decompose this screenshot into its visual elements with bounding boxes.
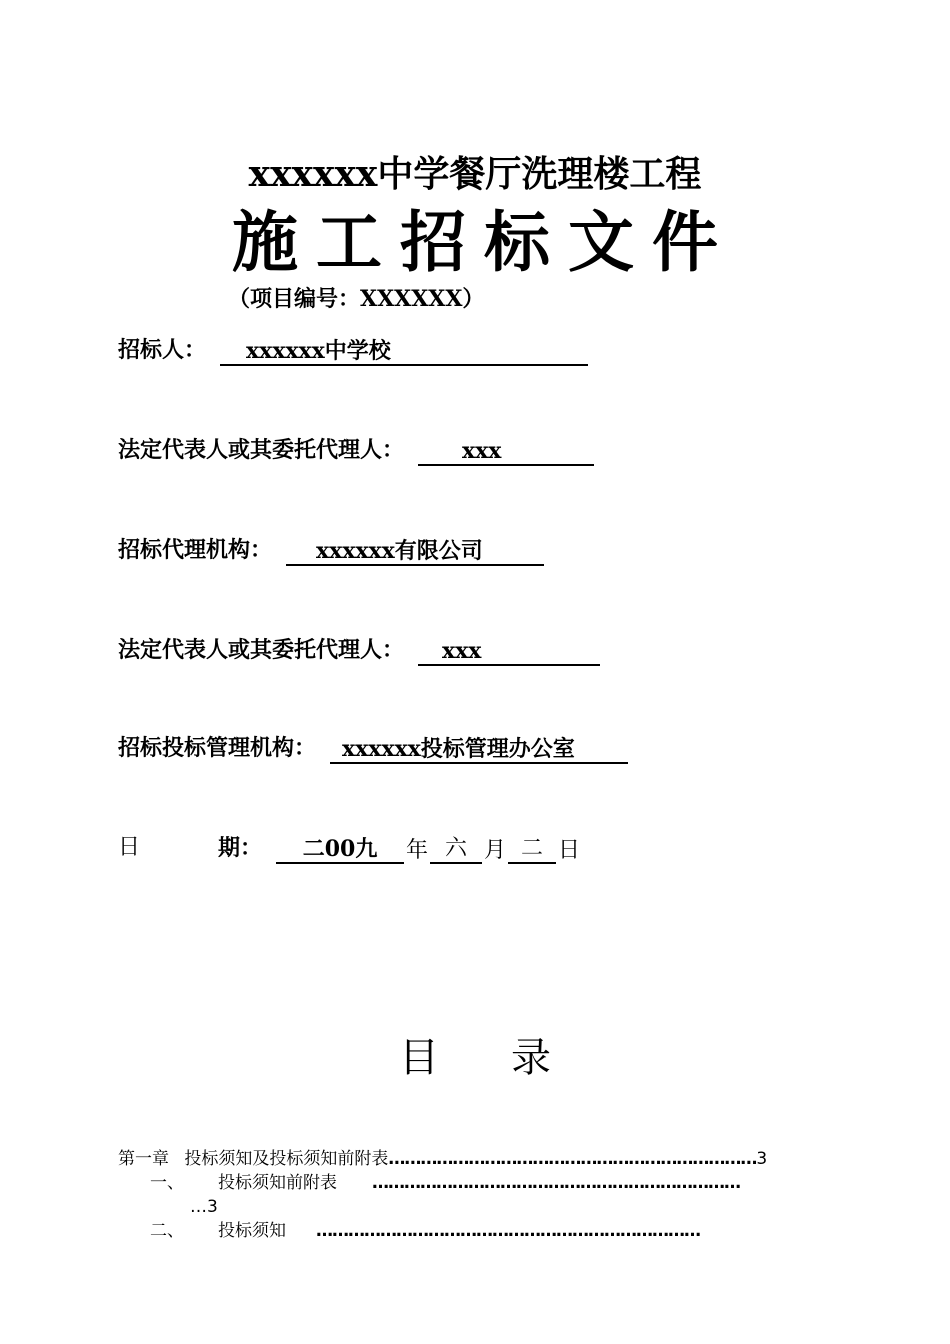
date-month-unit: 月 [484, 838, 507, 863]
toc-entry-text: 投标须知前附表 [218, 1173, 337, 1193]
toc-entry-dots: …………………………………………………………… [388, 1149, 757, 1169]
tenderer-value: xxxxxx中学校 [246, 338, 391, 364]
legal-rep-field-1 [118, 434, 594, 466]
tenderer-field [118, 334, 588, 366]
toc-entry-num: 一、 [150, 1173, 184, 1193]
toc-entry[interactable] [118, 1148, 767, 1170]
date-day-unit: 日 [558, 838, 581, 863]
agency-value-line [286, 538, 544, 566]
tenderer-value-line [220, 338, 588, 366]
toc-entry-dots: ……………………………………………………………… [316, 1221, 700, 1241]
date-year: 二00九 [276, 836, 404, 864]
legal-rep-label-1: 法定代表人或其委托代理人： [118, 437, 405, 463]
date-label-b: 期： [218, 835, 263, 861]
legal-rep-value-line-1 [418, 438, 594, 466]
agency-label: 招标代理机构： [118, 537, 273, 563]
management-value: xxxxxx投标管理办公室 [342, 736, 575, 762]
toc-entry-num: 第一章 [118, 1149, 169, 1169]
agency-field [118, 534, 544, 566]
date-field [118, 832, 582, 864]
toc-entry-page: …3 [190, 1197, 218, 1217]
document-subtitle: 施工招标文件 [232, 203, 736, 281]
toc-entry-dots: …………………………………………………………… [372, 1173, 740, 1193]
toc-entry-page-wrap [190, 1196, 218, 1218]
date-month: 六 [430, 836, 482, 864]
tenderer-label: 招标人： [118, 337, 207, 363]
toc-title-a: 目 [399, 1035, 439, 1081]
date-day: 二 [508, 836, 556, 864]
management-value-line [330, 736, 628, 764]
date-label-a: 日 [118, 835, 141, 860]
legal-rep-value-line-2 [418, 638, 600, 666]
toc-entry-page: 3 [756, 1149, 768, 1169]
toc-entry[interactable] [150, 1172, 740, 1194]
date-year-unit: 年 [406, 838, 429, 863]
legal-rep-field-2 [118, 634, 600, 666]
toc-entry-num: 二、 [150, 1221, 184, 1241]
legal-rep-value-2: xxx [442, 638, 482, 664]
toc-entry-text: 投标须知 [218, 1221, 286, 1241]
management-field [118, 732, 628, 764]
toc-title-b: 录 [511, 1035, 551, 1081]
project-number: （项目编号：XXXXXX） [228, 286, 485, 312]
toc-title [0, 1032, 950, 1084]
toc-entry-text: 投标须知及投标须知前附表 [184, 1149, 389, 1169]
legal-rep-value-1: xxx [462, 438, 502, 464]
document-title: xxxxxx中学餐厅洗理楼工程 [248, 153, 702, 195]
agency-value: xxxxxx有限公司 [316, 538, 483, 564]
toc-entry[interactable] [150, 1220, 700, 1242]
management-label: 招标投标管理机构： [118, 735, 317, 761]
legal-rep-label-2: 法定代表人或其委托代理人： [118, 637, 405, 663]
